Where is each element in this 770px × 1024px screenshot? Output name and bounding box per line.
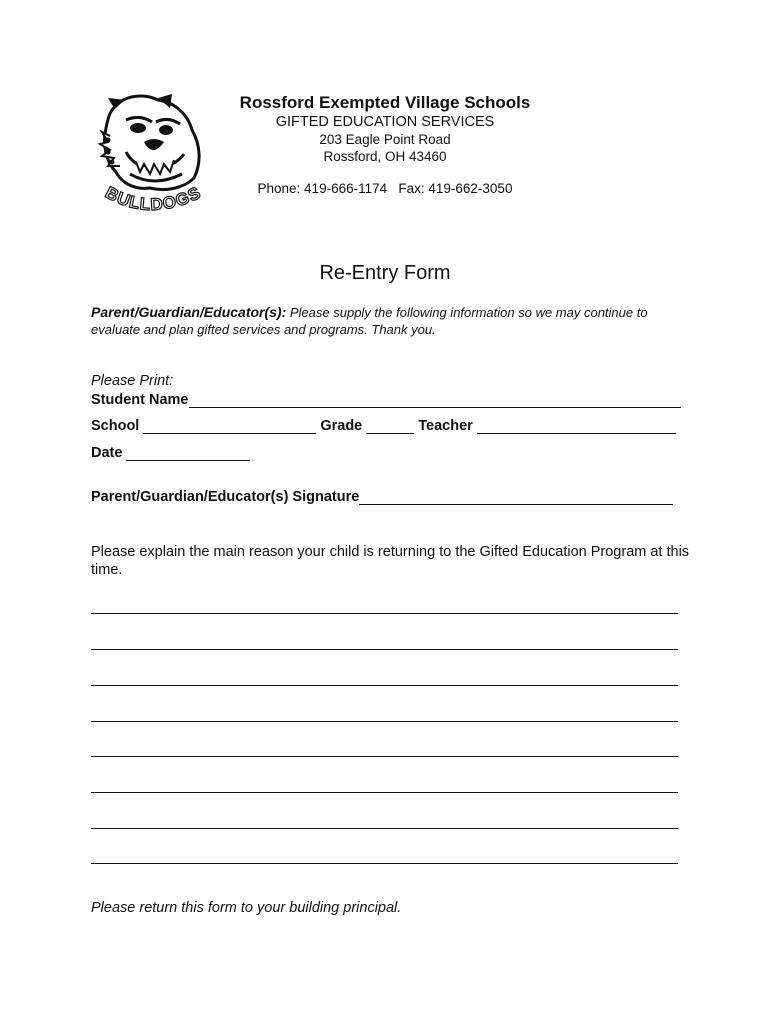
answer-line[interactable] (91, 648, 678, 650)
logo-text: BULLDOGS (102, 182, 205, 215)
answer-line[interactable] (91, 755, 678, 757)
department-name: GIFTED EDUCATION SERVICES (275, 114, 495, 130)
grade-label: Grade (320, 418, 363, 434)
school-grade-teacher-row (91, 418, 676, 434)
signature-row (91, 489, 673, 505)
school-field[interactable] (143, 418, 316, 434)
student-name-row (91, 392, 681, 408)
answer-line[interactable] (91, 612, 678, 614)
grade-field[interactable] (366, 418, 414, 434)
bulldog-logo (96, 92, 212, 222)
return-instructions: Please return this form to your building principal. (91, 900, 402, 916)
intro-text: Please supply the following information so we may continue to evaluate and plan gifted services and programs. Thank you. (91, 305, 648, 337)
answer-line[interactable] (91, 827, 678, 829)
signature-label: Parent/Guardian/Educator(s) Signature (91, 489, 360, 505)
answer-line[interactable] (91, 791, 678, 793)
reason-question: Please explain the main reason your child is returning to the Gifted Education Program at this time. (91, 544, 690, 578)
teacher-field[interactable] (477, 418, 676, 434)
intro-paragraph (91, 304, 691, 338)
address-line-1: 203 Eagle Point Road (319, 132, 451, 147)
date-label: Date (91, 445, 123, 461)
student-name-field[interactable] (189, 392, 682, 408)
school-label: School (91, 418, 140, 434)
teacher-label: Teacher (418, 418, 473, 434)
address-line-2: Rossford, OH 43460 (323, 149, 447, 164)
answer-line[interactable] (91, 720, 678, 722)
intro-lead: Parent/Guardian/Educator(s): (91, 304, 287, 320)
date-row (91, 445, 250, 461)
form-title: Re-Entry Form (319, 262, 451, 284)
student-name-label: Student Name (91, 392, 189, 408)
please-print-label: Please Print: (91, 373, 174, 389)
school-name: Rossford Exempted Village Schools (239, 93, 531, 112)
date-field[interactable] (126, 445, 250, 461)
answer-line[interactable] (91, 862, 678, 864)
answer-line[interactable] (91, 684, 678, 686)
signature-field[interactable] (359, 489, 673, 505)
phone-fax: Phone: 419-666-1174 Fax: 419-662-3050 (257, 181, 513, 196)
